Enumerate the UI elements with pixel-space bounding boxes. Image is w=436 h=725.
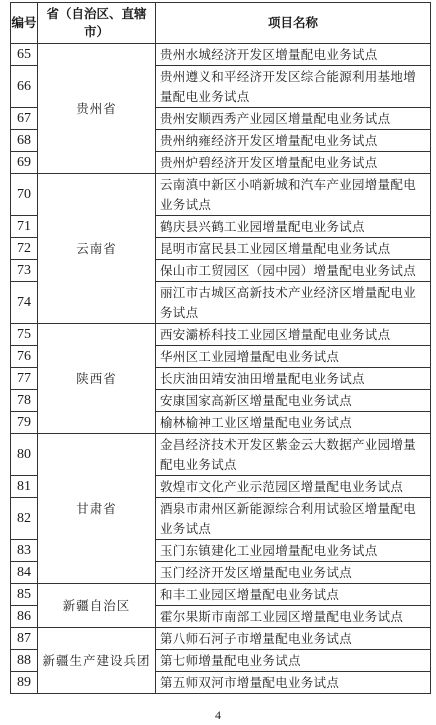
row-number: 82 [11, 498, 38, 540]
province-cell: 陕西省 [38, 324, 156, 434]
table-header-row [11, 3, 431, 44]
row-number: 86 [11, 606, 38, 628]
project-name: 霍尔果斯市南部工业园区增量配电业务试点 [156, 606, 431, 628]
pilot-project-table [10, 2, 431, 694]
project-name: 金昌经济技术开发区紫金云大数据产业园增量配电业务试点 [156, 434, 431, 476]
project-name: 云南滇中新区小哨新城和汽车产业园增量配电业务试点 [156, 174, 431, 216]
row-number: 67 [11, 108, 38, 130]
project-name: 昆明市富民县工业园区增量配电业务试点 [156, 238, 431, 260]
row-number: 73 [11, 260, 38, 282]
project-name: 第五师双河市增量配电业务试点 [156, 672, 431, 694]
project-name: 贵州安顺西秀产业园区增量配电业务试点 [156, 108, 431, 130]
row-number: 78 [11, 390, 38, 412]
project-name: 榆林榆神工业区增量配电业务试点 [156, 412, 431, 434]
row-number: 70 [11, 174, 38, 216]
table-row [11, 174, 431, 216]
table-row [11, 434, 431, 476]
province-cell: 新疆生产建设兵团 [38, 628, 156, 694]
table-row [11, 44, 431, 66]
row-number: 74 [11, 282, 38, 324]
document-page [10, 2, 430, 694]
row-number: 68 [11, 130, 38, 152]
row-number: 72 [11, 238, 38, 260]
project-name: 保山市工贸园区（园中园）增量配电业务试点 [156, 260, 431, 282]
table-body [11, 44, 431, 694]
row-number: 87 [11, 628, 38, 650]
row-number: 89 [11, 672, 38, 694]
row-number: 81 [11, 476, 38, 498]
project-name: 华州区工业园增量配电业务试点 [156, 346, 431, 368]
row-number: 75 [11, 324, 38, 346]
province-cell: 贵州省 [38, 44, 156, 174]
row-number: 79 [11, 412, 38, 434]
row-number: 84 [11, 562, 38, 584]
project-name: 贵州水城经济开发区增量配电业务试点 [156, 44, 431, 66]
project-name: 贵州遵义和平经济开发区综合能源利用基地增量配电业务试点 [156, 66, 431, 108]
row-number: 66 [11, 66, 38, 108]
row-number: 83 [11, 540, 38, 562]
project-name: 第七师增量配电业务试点 [156, 650, 431, 672]
row-number: 85 [11, 584, 38, 606]
table-row [11, 584, 431, 606]
province-cell: 甘肃省 [38, 434, 156, 584]
project-name: 贵州纳雍经济开发区增量配电业务试点 [156, 130, 431, 152]
row-number: 88 [11, 650, 38, 672]
project-name: 长庆油田靖安油田增量配电业务试点 [156, 368, 431, 390]
row-number: 76 [11, 346, 38, 368]
header-num: 编号 [11, 3, 38, 44]
province-cell: 新疆自治区 [38, 584, 156, 628]
project-name: 玉门经济开发区增量配电业务试点 [156, 562, 431, 584]
project-name: 西安灞桥科技工业园区增量配电业务试点 [156, 324, 431, 346]
province-cell: 云南省 [38, 174, 156, 324]
row-number: 80 [11, 434, 38, 476]
project-name: 安康国家高新区增量配电业务试点 [156, 390, 431, 412]
project-name: 玉门东镇建化工业园增量配电业务试点 [156, 540, 431, 562]
project-name: 丽江市古城区高新技术产业经济区增量配电业务试点 [156, 282, 431, 324]
table-row [11, 324, 431, 346]
project-name: 贵州炉碧经济开发区增量配电业务试点 [156, 152, 431, 174]
project-name: 和丰工业园区增量配电业务试点 [156, 584, 431, 606]
project-name: 第八师石河子市增量配电业务试点 [156, 628, 431, 650]
table-row [11, 628, 431, 650]
project-name: 酒泉市肃州区新能源综合利用试验区增量配电业务试点 [156, 498, 431, 540]
project-name: 鹤庆县兴鹤工业园增量配电业务试点 [156, 216, 431, 238]
header-project: 项目名称 [156, 3, 431, 44]
project-name: 敦煌市文化产业示范园区增量配电业务试点 [156, 476, 431, 498]
page-number: 4 [215, 708, 221, 722]
row-number: 69 [11, 152, 38, 174]
row-number: 77 [11, 368, 38, 390]
row-number: 65 [11, 44, 38, 66]
header-province: 省（自治区、直辖市） [38, 3, 156, 44]
row-number: 71 [11, 216, 38, 238]
